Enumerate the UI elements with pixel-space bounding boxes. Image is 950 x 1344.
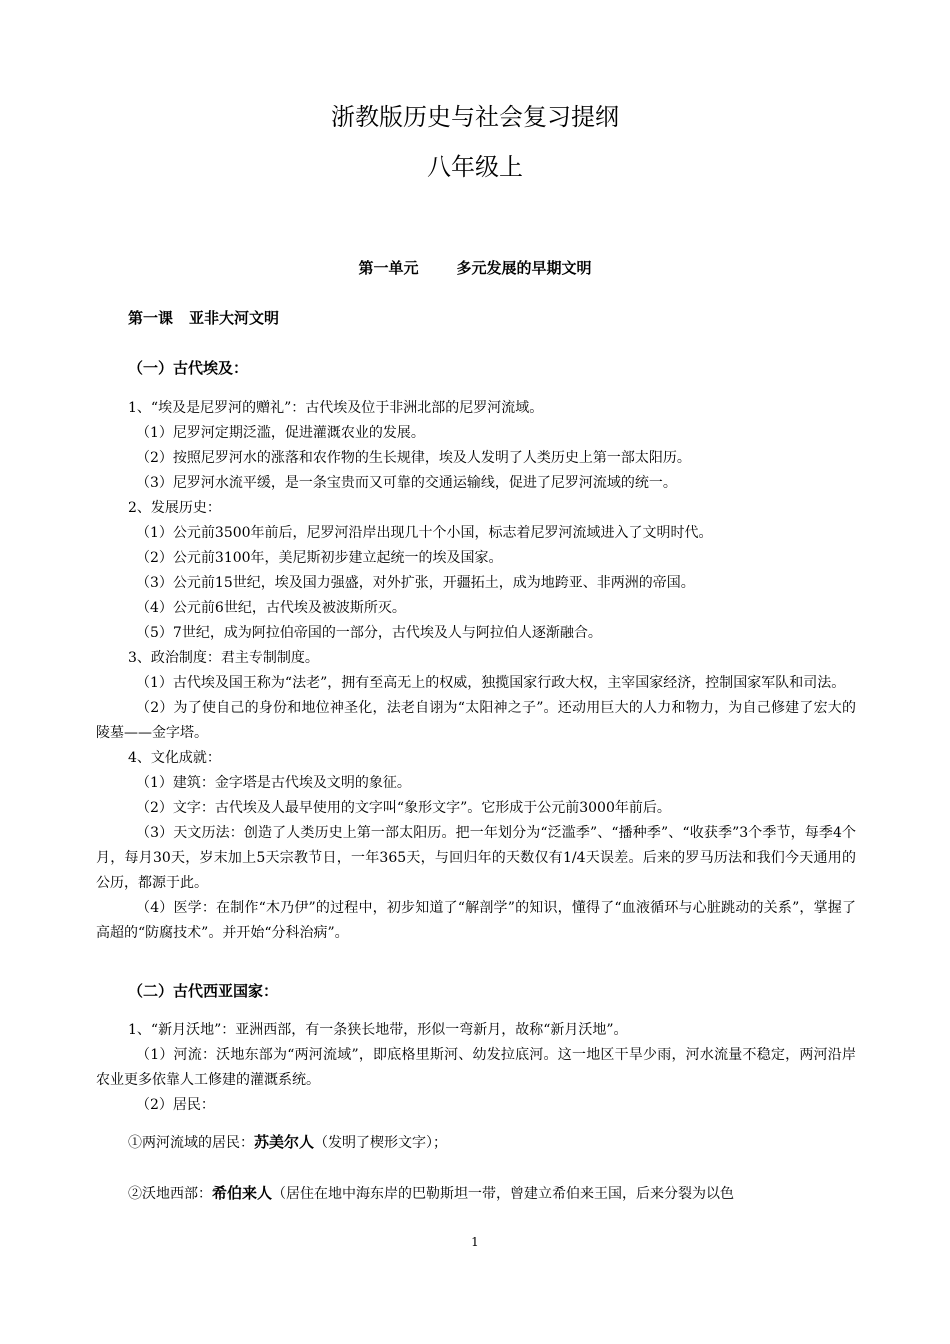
paragraph: （5）7世纪，成为阿拉伯帝国的一部分，古代埃及人与阿拉伯人逐渐融合。	[136, 625, 602, 641]
paragraph: （2）公元前3100年，美尼斯初步建立起统一的埃及国家。	[136, 550, 503, 566]
resident-text: （居住在地中海东岸的巴勒斯坦一带，曾建立希伯来王国，后来分裂为以色	[272, 1186, 735, 1202]
unit-name: 多元发展的早期文明	[456, 259, 592, 277]
lesson-name: 亚非大河文明	[189, 309, 280, 327]
resident-text: （发明了楔形文字）；	[314, 1135, 448, 1151]
paragraph: （1）尼罗河定期泛滥，促进灌溉农业的发展。	[136, 425, 425, 441]
paragraph: （1）河流：沃地东部为“两河流域”，即底格里斯河、幼发拉底河。这一地区干旱少雨，河水流量不稳定，两河沿岸农业更多依靠人工修建的灌溉系统。	[96, 1047, 856, 1088]
west-asia-section-body	[96, 1018, 856, 1118]
paragraph: （1）古代埃及国王称为“法老”，拥有至高无上的权威，独揽国家行政大权，主宰国家经济，控制国家军队和司法。	[136, 675, 846, 691]
resident-item-hebrews	[128, 1182, 734, 1203]
unit-label: 第一单元	[358, 259, 419, 277]
lesson-heading	[128, 307, 279, 328]
resident-highlight: 苏美尔人	[254, 1133, 315, 1151]
lesson-label: 第一课	[128, 309, 174, 327]
document-subtitle: 八年级上	[427, 153, 523, 181]
paragraph: （2）居民：	[136, 1097, 215, 1113]
paragraph: （4）公元前6世纪，古代埃及被波斯所灭。	[136, 600, 406, 616]
paragraph: （3）公元前15世纪，埃及国力强盛，对外扩张，开疆拓土，成为地跨亚、非两洲的帝国。	[136, 575, 695, 591]
paragraph: （2）按照尼罗河水的涨落和农作物的生长规律，埃及人发明了人类历史上第一部太阳历。	[136, 450, 691, 466]
paragraph: 1、“埃及是尼罗河的赠礼”：古代埃及位于非洲北部的尼罗河流域。	[128, 400, 544, 416]
paragraph: 1、“新月沃地”：亚洲西部，有一条狭长地带，形似一弯新月，故称“新月沃地”。	[128, 1022, 628, 1038]
resident-highlight: 希伯来人	[212, 1184, 273, 1202]
resident-text: ①两河流域的居民：	[128, 1135, 254, 1151]
paragraph: （3）天文历法：创造了人类历史上第一部太阳历。把一年划分为“泛滥季”、“播种季”、“收获季”3个季节，每季4个月，每月30天，岁末加上5天宗教节日，一年365天，与回归年的天数仅有1/4天误差。后来的罗马历法和我们今天通用的公历，都源于此。	[96, 825, 856, 891]
paragraph: （1）建筑：金字塔是古代埃及文明的象征。	[136, 775, 411, 791]
paragraph: （2）为了使自己的身份和地位神圣化，法老自诩为“太阳神之子”。还动用巨大的人力和物力，为自己修建了宏大的陵墓——金字塔。	[96, 700, 856, 741]
egypt-section-body	[96, 396, 856, 946]
unit-heading	[0, 257, 950, 278]
paragraph: 4、文化成就：	[128, 750, 221, 766]
resident-item-sumerians	[128, 1131, 447, 1152]
document-title: 浙教版历史与社会复习提纲	[331, 103, 619, 131]
paragraph: （3）尼罗河水流平缓，是一条宝贵而又可靠的交通运输线，促进了尼罗河流域的统一。	[136, 475, 677, 491]
paragraph: （4）医学：在制作“木乃伊”的过程中，初步知道了“解剖学”的知识，懂得了“血液循环与心脏跳动的关系”，掌握了高超的“防腐技术”。并开始“分科治病”。	[96, 900, 856, 941]
section-heading-egypt: （一）古代埃及：	[128, 359, 249, 377]
resident-text: ②沃地西部：	[128, 1186, 212, 1202]
paragraph: （1）公元前3500年前后，尼罗河沿岸出现几十个小国，标志着尼罗河流域进入了文明时代。	[136, 525, 713, 541]
paragraph: 2、发展历史：	[128, 500, 221, 516]
paragraph: （2）文字：古代埃及人最早使用的文字叫“象形文字”。它形成于公元前3000年前后。	[136, 800, 671, 816]
paragraph: 3、政治制度：君主专制制度。	[128, 650, 319, 666]
page-number: 1	[471, 1235, 479, 1249]
section-heading-west-asia: （二）古代西亚国家：	[128, 982, 279, 1000]
